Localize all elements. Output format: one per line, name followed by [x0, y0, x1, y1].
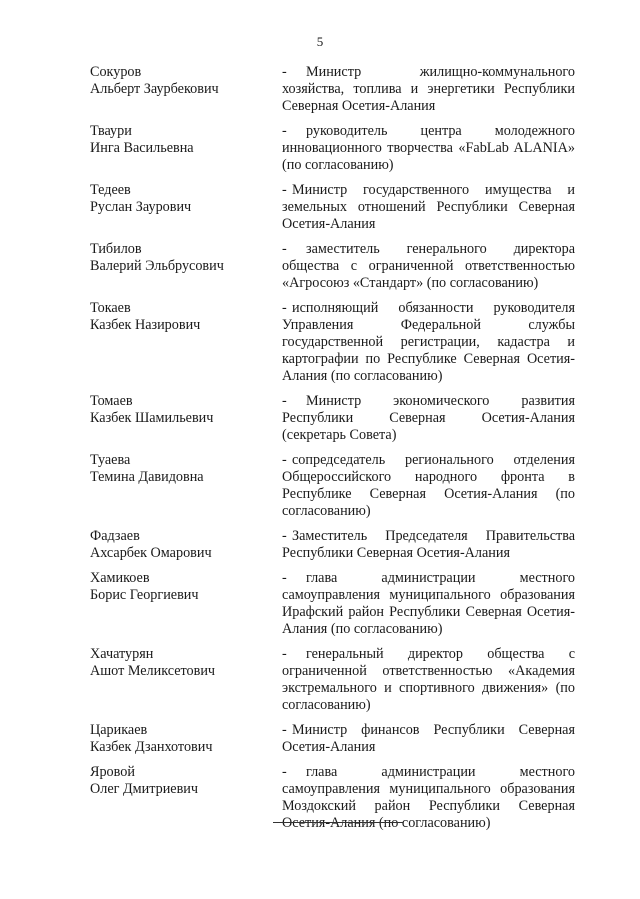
- member-role-text: глава администрации местного самоуправления муниципального образования Ирафский район Республики Северная Осетия-Алания (по согласованию): [282, 570, 575, 637]
- member-surname: Тваури: [90, 123, 132, 139]
- member-role-text: Министр экономического развития Республики Северная Осетия-Алания (секретарь Совета): [282, 393, 575, 443]
- member-name: [90, 570, 282, 604]
- member-entry: [90, 722, 575, 756]
- member-entry: [90, 182, 575, 233]
- member-name: [90, 123, 282, 157]
- member-given-names: Казбек Шамильевич: [90, 410, 214, 426]
- member-given-names: Валерий Эльбрусович: [90, 258, 224, 274]
- member-role-text: руководитель центра молодежного инновационного творчества «FabLab ALANIA» (по согласованию): [282, 123, 575, 173]
- role-dash: -: [282, 722, 287, 738]
- member-role: [282, 528, 575, 562]
- member-given-names: Олег Дмитриевич: [90, 781, 199, 797]
- member-given-names: Темина Давидовна: [90, 469, 204, 485]
- council-member-list: [90, 64, 575, 832]
- member-given-names: Инга Васильевна: [90, 140, 194, 156]
- role-dash: -: [282, 528, 287, 544]
- member-surname: Сокуров: [90, 64, 142, 80]
- member-role-text: заместитель генерального директора общества с ограниченной ответственностью «Агросоюз «Стандарт» (по согласованию): [282, 241, 575, 291]
- member-surname: Яровой: [90, 764, 135, 780]
- member-given-names: Альберт Заурбекович: [90, 81, 219, 97]
- member-role-text: сопредседатель регионального отделения Общероссийского народного фронта в Республике Северная Осетия-Алания (по согласованию): [282, 452, 575, 519]
- member-role-text: Министр государственного имущества и земельных отношений Республики Северная Осетия-Алания: [282, 182, 575, 232]
- member-role: [282, 722, 575, 756]
- member-name: [90, 646, 282, 680]
- member-surname: Фадзаев: [90, 528, 140, 544]
- member-given-names: Казбек Назирович: [90, 317, 201, 333]
- member-name: [90, 452, 282, 486]
- member-name: [90, 241, 282, 275]
- member-entry: [90, 646, 575, 714]
- member-role: [282, 570, 575, 638]
- member-surname: Туаева: [90, 452, 131, 468]
- member-name: [90, 722, 282, 756]
- member-name: [90, 764, 282, 798]
- member-name: [90, 528, 282, 562]
- member-surname: Токаев: [90, 300, 131, 316]
- role-dash: -: [282, 123, 287, 139]
- member-role: [282, 64, 575, 115]
- member-entry: [90, 393, 575, 444]
- role-dash: -: [282, 570, 287, 586]
- member-surname: Царикаев: [90, 722, 148, 738]
- member-entry: [90, 528, 575, 562]
- member-given-names: Ашот Меликсетович: [90, 663, 216, 679]
- member-role-text: Министр жилищно-коммунального хозяйства, топлива и энергетики Республики Северная Осетия-Алания: [282, 64, 575, 114]
- member-given-names: Руслан Заурович: [90, 199, 192, 215]
- member-role: [282, 393, 575, 444]
- member-role-text: глава администрации местного самоуправления муниципального образования Моздокский район Республики Северная Осетия-Алания (по согласованию): [282, 764, 575, 831]
- member-role-text: Заместитель Председателя Правительства Республики Северная Осетия-Алания: [282, 528, 575, 561]
- member-surname: Тибилов: [90, 241, 142, 257]
- member-surname: Хамикоев: [90, 570, 150, 586]
- role-dash: -: [282, 64, 287, 80]
- end-of-list-rule: [273, 822, 403, 823]
- member-role: [282, 241, 575, 292]
- role-dash: -: [282, 452, 287, 468]
- member-role: [282, 452, 575, 520]
- role-dash: -: [282, 241, 287, 257]
- member-name: [90, 182, 282, 216]
- role-dash: -: [282, 764, 287, 780]
- member-entry: [90, 241, 575, 292]
- member-given-names: Ахсарбек Омарович: [90, 545, 212, 561]
- member-role: [282, 300, 575, 385]
- member-entry: [90, 64, 575, 115]
- member-role-text: генеральный директор общества с ограниченной ответственностью «Академия экстремального и спортивного движения» (по согласованию): [282, 646, 575, 713]
- member-given-names: Казбек Дзанхотович: [90, 739, 213, 755]
- member-role: [282, 182, 575, 233]
- member-given-names: Борис Георгиевич: [90, 587, 199, 603]
- member-name: [90, 300, 282, 334]
- member-role: [282, 123, 575, 174]
- member-role-text: Министр финансов Республики Северная Осетия-Алания: [282, 722, 575, 755]
- member-entry: [90, 300, 575, 385]
- member-entry: [90, 123, 575, 174]
- member-entry: [90, 570, 575, 638]
- member-name: [90, 64, 282, 98]
- role-dash: -: [282, 393, 287, 409]
- member-surname: Хачатурян: [90, 646, 154, 662]
- member-surname: Томаев: [90, 393, 133, 409]
- page-number: 5: [316, 34, 324, 49]
- member-role: [282, 646, 575, 714]
- member-name: [90, 393, 282, 427]
- role-dash: -: [282, 646, 287, 662]
- role-dash: -: [282, 300, 287, 316]
- member-role-text: исполняющий обязанности руководителя Управления Федеральной службы государственной регистрации, кадастра и картографии по Республике Северная Осетия-Алания (по согласованию): [282, 300, 575, 384]
- member-entry: [90, 452, 575, 520]
- member-surname: Тедеев: [90, 182, 131, 198]
- role-dash: -: [282, 182, 287, 198]
